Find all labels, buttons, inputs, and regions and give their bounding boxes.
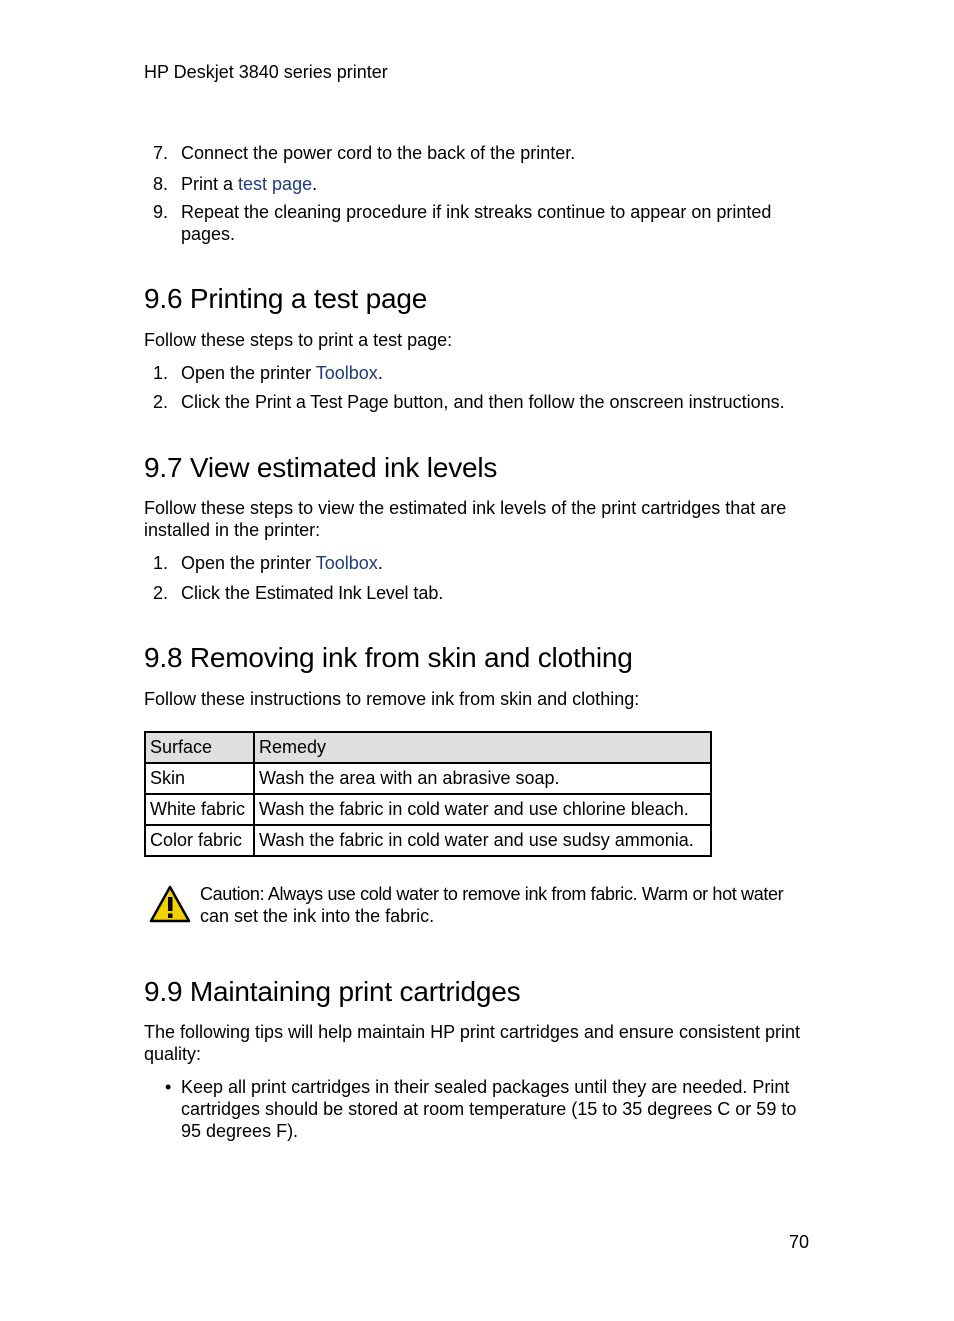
section-heading-9-7: 9.7 View estimated ink levels <box>144 452 498 483</box>
table-cell-remedy <box>254 825 711 856</box>
remedy-text: Wash the fabric in <box>259 830 408 850</box>
list-item <box>144 582 844 604</box>
running-header: HP Deskjet 3840 series printer <box>144 62 388 82</box>
section-intro <box>144 1021 844 1065</box>
list-item <box>144 201 824 245</box>
bullet-list <box>144 1076 844 1142</box>
list-text: Print a <box>181 174 239 194</box>
toolbox-link[interactable]: Toolbox <box>315 363 378 383</box>
list-text: Click the <box>181 583 256 603</box>
list-number: 1. <box>152 363 168 383</box>
list-text: Open the printer <box>181 363 316 383</box>
page-number: 70 <box>788 1232 809 1252</box>
list-item <box>144 552 844 574</box>
caution-text-line2: can set the ink into the fabric. <box>200 906 435 926</box>
list-text: Click the <box>181 392 256 412</box>
list-item <box>144 1076 844 1142</box>
list-text-line1: Repeat the cleaning procedure if ink streaks continue to appear on printed <box>181 202 772 222</box>
list-number: 1. <box>152 553 168 573</box>
list-item <box>144 173 824 195</box>
punctuation: . <box>377 363 383 383</box>
top-list <box>144 142 824 245</box>
ui-label-estimated-ink-level: Estimated Ink Level <box>255 583 409 603</box>
table-header-surface: Surface <box>145 732 254 763</box>
ink-removal-table <box>144 731 712 857</box>
caution-text-line1: Caution: Always use cold water to remove ink from fabric. Warm or hot water <box>200 884 784 904</box>
list-text-line2: pages. <box>181 224 236 244</box>
table-cell-surface: Skin <box>145 763 254 794</box>
bullet-dot-icon: • <box>165 1077 172 1097</box>
table-header-row <box>145 732 711 763</box>
table-row <box>145 763 711 794</box>
list-text: Open the printer <box>181 553 316 573</box>
table-cell-surface: Color fabric <box>145 825 254 856</box>
section-intro <box>144 497 844 541</box>
punctuation: . <box>377 553 383 573</box>
list-number: 9. <box>152 202 168 222</box>
toolbox-link[interactable]: Toolbox <box>315 553 378 573</box>
section-heading-9-8: 9.8 Removing ink from skin and clothing <box>144 642 633 673</box>
remedy-text: water and use chlorine bleach. <box>439 799 689 819</box>
table-row <box>145 794 711 825</box>
section-heading-9-6: 9.6 Printing a test page <box>144 283 428 314</box>
list-text: tab. <box>408 583 444 603</box>
steps-list <box>144 362 844 413</box>
bullet-text-line: 95 degrees F). <box>181 1121 299 1141</box>
list-text: Connect the power cord to the back of the printer. <box>181 143 576 163</box>
table-cell-remedy <box>254 794 711 825</box>
bullet-text-line: cartridges should be stored at room temperature (15 to 35 degrees C or 59 to <box>181 1099 797 1119</box>
bullet-text-line: Keep all print cartridges in their sealed packages until they are needed. Print <box>181 1077 790 1097</box>
section-intro: Follow these steps to print a test page: <box>144 330 453 350</box>
list-number: 2. <box>152 583 168 603</box>
test-page-link[interactable]: test page <box>238 174 313 194</box>
intro-line: The following tips will help maintain HP print cartridges and ensure consistent print <box>144 1022 800 1042</box>
intro-line: Follow these steps to view the estimated ink levels of the print cartridges that are <box>144 498 787 518</box>
warning-triangle-icon <box>149 885 191 923</box>
caution-note <box>200 883 840 927</box>
section-heading-9-9: 9.9 Maintaining print cartridges <box>144 976 521 1007</box>
remedy-text: water and use sudsy ammonia. <box>439 830 694 850</box>
section-intro: Follow these instructions to remove ink from skin and clothing: <box>144 689 640 709</box>
table-cell-remedy: Wash the area with an abrasive soap. <box>254 763 711 794</box>
list-number: 2. <box>152 392 168 412</box>
remedy-emphasis: cold <box>407 830 440 850</box>
table-row <box>145 825 711 856</box>
list-number: 8. <box>152 174 168 194</box>
intro-line: quality: <box>144 1044 202 1064</box>
list-item <box>144 142 824 164</box>
remedy-text: Wash the fabric in <box>259 799 408 819</box>
intro-line: installed in the printer: <box>144 520 321 540</box>
list-item <box>144 362 844 384</box>
table-header-remedy: Remedy <box>254 732 711 763</box>
list-item <box>144 391 844 413</box>
list-text: button, and then follow the onscreen instructions. <box>388 392 785 412</box>
list-number: 7. <box>152 143 168 163</box>
steps-list <box>144 552 844 604</box>
ui-label-print-test-page: Print a Test Page <box>255 392 389 412</box>
punctuation: . <box>312 174 318 194</box>
remedy-emphasis: cold <box>407 799 440 819</box>
table-cell-surface: White fabric <box>145 794 254 825</box>
